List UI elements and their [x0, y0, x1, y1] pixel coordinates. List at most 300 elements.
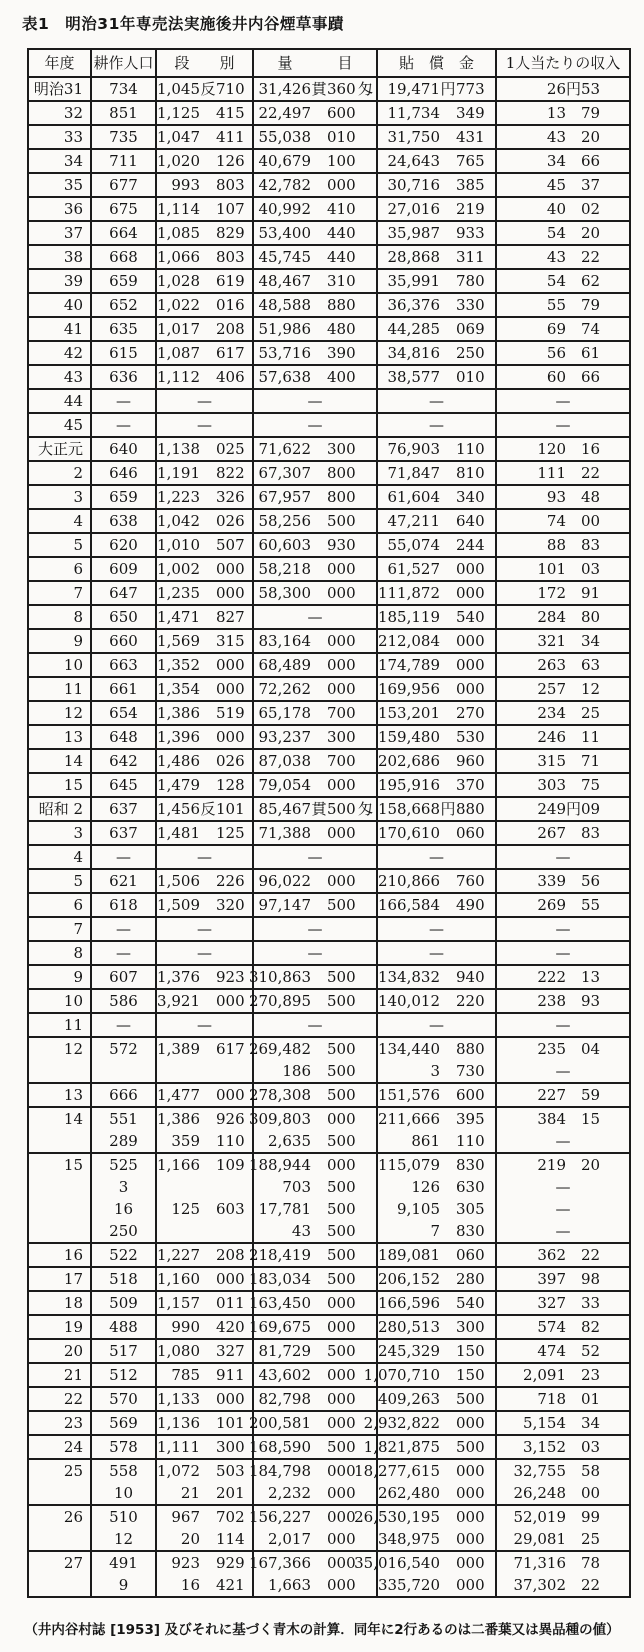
area-cell: 1,191 822	[155, 462, 252, 484]
table-row	[29, 1152, 629, 1242]
table-row	[29, 1458, 629, 1504]
pop-cell: —	[90, 846, 155, 868]
pop-cell: 677	[90, 174, 155, 196]
compensation-cell: 38,577 010	[376, 366, 495, 388]
table-row	[29, 1242, 629, 1266]
pop-cell: 637	[90, 798, 155, 820]
compensation-cell: 280,513 300	[376, 1316, 495, 1338]
quantity-cell: —	[252, 606, 376, 628]
table-row	[29, 1362, 629, 1386]
pop-cell: —	[90, 414, 155, 436]
year-cell: 3	[73, 824, 83, 842]
compensation-cell: 210,866 760	[376, 870, 495, 892]
pop-cell: 488	[90, 1316, 155, 1338]
quantity-cell: 167,366 000 1,663 000	[252, 1552, 376, 1596]
area-cell: 1,133 000	[155, 1388, 252, 1410]
table-row	[29, 244, 629, 268]
table-row	[29, 1082, 629, 1106]
table-row	[29, 1036, 629, 1082]
quantity-cell: 58,218 000	[252, 558, 376, 580]
quantity-cell: 163,450 000	[252, 1292, 376, 1314]
year-cell: 43	[63, 368, 83, 386]
income-cell: 111 22	[495, 462, 629, 484]
pop-cell: —	[90, 1014, 155, 1036]
income-cell: 234 25	[495, 702, 629, 724]
quantity-cell: 184,798 000 2,232 000	[252, 1460, 376, 1504]
compensation-cell: 159,480 530	[376, 726, 495, 748]
year-cell: 42	[63, 344, 83, 362]
table-row	[29, 436, 629, 460]
quantity-cell: 58,256 500	[252, 510, 376, 532]
table-row	[29, 652, 629, 676]
pop-cell: 646	[90, 462, 155, 484]
year-cell: 44	[63, 392, 83, 410]
quantity-cell: 48,588 880	[252, 294, 376, 316]
income-cell: —	[495, 414, 629, 436]
year-cell: 4	[73, 512, 83, 530]
income-cell: 227 59	[495, 1084, 629, 1106]
table-row	[29, 460, 629, 484]
pop-cell: 586	[90, 990, 155, 1012]
compensation-cell: 35,016,540 000 335,720 000	[376, 1552, 495, 1596]
table-row	[29, 700, 629, 724]
table-row	[29, 796, 629, 820]
compensation-cell: 174,789 000	[376, 654, 495, 676]
income-cell: 339 56	[495, 870, 629, 892]
quantity-cell: 51,986 480	[252, 318, 376, 340]
compensation-cell: 30,716 385	[376, 174, 495, 196]
compensation-cell: 245,329 150	[376, 1340, 495, 1362]
year-cell: 34	[63, 152, 83, 170]
table-row	[29, 148, 629, 172]
year-cell: 6	[73, 560, 83, 578]
pop-cell: 609	[90, 558, 155, 580]
year-cell: 11	[63, 680, 83, 698]
quantity-cell: 310,863 500	[252, 966, 376, 988]
compensation-cell: 31,750 431	[376, 126, 495, 148]
pop-cell: 735	[90, 126, 155, 148]
pop-cell: 645	[90, 774, 155, 796]
quantity-cell: 40,992 410	[252, 198, 376, 220]
quantity-cell: 53,716 390	[252, 342, 376, 364]
year-cell: 明治31	[33, 80, 83, 98]
area-cell: 1,352 000	[155, 654, 252, 676]
area-cell: 1,506 226	[155, 870, 252, 892]
compensation-cell: 140,012 220	[376, 990, 495, 1012]
column-header: 1人当たりの収入	[495, 50, 629, 76]
compensation-cell: —	[376, 942, 495, 964]
income-cell: 474 52	[495, 1340, 629, 1362]
year-cell: 33	[63, 128, 83, 146]
income-cell: 43 20	[495, 126, 629, 148]
area-cell: 1,087 617	[155, 342, 252, 364]
year-cell: 11	[63, 1016, 83, 1034]
quantity-cell: 42,782 000	[252, 174, 376, 196]
year-cell: 24	[63, 1438, 83, 1456]
area-cell: 1,166 109 125 603	[155, 1154, 252, 1242]
area-cell: —	[155, 390, 252, 412]
area-cell: 990 420	[155, 1316, 252, 1338]
pop-cell: 517	[90, 1340, 155, 1362]
pop-cell: 666	[90, 1084, 155, 1106]
income-cell: 172 91	[495, 582, 629, 604]
year-cell: 7	[73, 920, 83, 938]
column-header: 量 目	[252, 50, 376, 76]
area-cell: 1,138 025	[155, 438, 252, 460]
income-cell: 574 82	[495, 1316, 629, 1338]
table-row	[29, 292, 629, 316]
income-cell: 327 33	[495, 1292, 629, 1314]
area-cell: 1,486 026	[155, 750, 252, 772]
year-cell: 14	[63, 752, 83, 770]
quantity-cell: 218,419 500	[252, 1244, 376, 1266]
income-cell: 397 98	[495, 1268, 629, 1290]
year-cell: 37	[63, 224, 83, 242]
income-cell: 56 61	[495, 342, 629, 364]
pop-cell: 642	[90, 750, 155, 772]
area-cell: 1,386 926 359 110	[155, 1108, 252, 1152]
table-row	[29, 268, 629, 292]
area-cell: 1,456 反 101	[155, 798, 252, 820]
pop-cell: 621	[90, 870, 155, 892]
area-cell: 1,022 016	[155, 294, 252, 316]
year-cell: 39	[63, 272, 83, 290]
pop-cell: 660	[90, 630, 155, 652]
source-note: （井内谷村誌 [1953] 及びそれに基づく青木の計算．同年に2行あるのは二番葉又は異品種の値）	[24, 1622, 620, 1638]
compensation-cell: 24,643 765	[376, 150, 495, 172]
income-cell: —	[495, 942, 629, 964]
pop-cell: 638	[90, 510, 155, 532]
quantity-cell: 169,675 000	[252, 1316, 376, 1338]
income-cell: 222 13	[495, 966, 629, 988]
area-cell: 1,111 300	[155, 1436, 252, 1458]
quantity-cell: 31,426 貫 360 匁	[252, 78, 376, 100]
pop-cell: 675	[90, 198, 155, 220]
area-cell: 1,471 827	[155, 606, 252, 628]
pop-cell: 663	[90, 654, 155, 676]
income-cell: 60 66	[495, 366, 629, 388]
year-cell: 13	[63, 728, 83, 746]
year-cell: 8	[73, 608, 83, 626]
income-cell: 362 22	[495, 1244, 629, 1266]
quantity-cell: —	[252, 414, 376, 436]
year-cell: 26	[63, 1508, 83, 1526]
income-cell: 52,019 99 29,081 25	[495, 1506, 629, 1550]
compensation-cell: 47,211 640	[376, 510, 495, 532]
income-cell: —	[495, 390, 629, 412]
pop-cell: 640	[90, 438, 155, 460]
quantity-cell: 58,300 000	[252, 582, 376, 604]
year-cell: 4	[73, 848, 83, 866]
income-cell: 219 20 — — —	[495, 1154, 629, 1242]
area-cell: 967 702 20 114	[155, 1506, 252, 1550]
compensation-cell: 76,903 110	[376, 438, 495, 460]
compensation-cell: —	[376, 414, 495, 436]
quantity-cell: 278,308 500	[252, 1084, 376, 1106]
year-cell: 18	[63, 1294, 83, 1312]
area-cell: 1,509 320	[155, 894, 252, 916]
table-row	[29, 868, 629, 892]
pop-cell: 509	[90, 1292, 155, 1314]
area-cell: 1,477 000	[155, 1084, 252, 1106]
quantity-cell: 79,054 000	[252, 774, 376, 796]
compensation-cell: 185,119 540	[376, 606, 495, 628]
pop-cell: 851	[90, 102, 155, 124]
area-cell: 1,042 026	[155, 510, 252, 532]
quantity-cell: —	[252, 942, 376, 964]
area-cell: —	[155, 1014, 252, 1036]
area-cell: 1,569 315	[155, 630, 252, 652]
quantity-cell: 67,957 800	[252, 486, 376, 508]
income-cell: 88 83	[495, 534, 629, 556]
compensation-cell: 11,734 349	[376, 102, 495, 124]
pop-cell: 664	[90, 222, 155, 244]
quantity-cell: 71,388 000	[252, 822, 376, 844]
year-cell: 10	[63, 992, 83, 1010]
income-cell: 120 16	[495, 438, 629, 460]
quantity-cell: 82,798 000	[252, 1388, 376, 1410]
quantity-cell: 270,895 500	[252, 990, 376, 1012]
header-row	[29, 50, 629, 76]
table-row	[29, 772, 629, 796]
table-row	[29, 532, 629, 556]
pop-cell: 636	[90, 366, 155, 388]
pop-cell: —	[90, 918, 155, 940]
table-row	[29, 1410, 629, 1434]
income-cell: 13 79	[495, 102, 629, 124]
pop-cell: 650	[90, 606, 155, 628]
compensation-cell: 36,376 330	[376, 294, 495, 316]
year-cell: 5	[73, 536, 83, 554]
income-cell: —	[495, 918, 629, 940]
income-cell: 718 01	[495, 1388, 629, 1410]
table-row	[29, 316, 629, 340]
table-row	[29, 76, 629, 100]
compensation-cell: 166,596 540	[376, 1292, 495, 1314]
quantity-cell: 188,944 000 703 500 17,781 500 43 500	[252, 1154, 376, 1242]
area-cell: 1,002 000	[155, 558, 252, 580]
income-cell: 5,154 34	[495, 1412, 629, 1434]
quantity-cell: 71,622 300	[252, 438, 376, 460]
table-row	[29, 844, 629, 868]
compensation-cell: 212,084 000	[376, 630, 495, 652]
table-row	[29, 940, 629, 964]
pop-cell: 659	[90, 270, 155, 292]
compensation-cell: 409,263 500	[376, 1388, 495, 1410]
area-cell: —	[155, 942, 252, 964]
quantity-cell: 67,307 800	[252, 462, 376, 484]
year-cell: 35	[63, 176, 83, 194]
quantity-cell: 48,467 310	[252, 270, 376, 292]
pop-cell: 659	[90, 486, 155, 508]
compensation-cell: 1,070,710 150	[376, 1364, 495, 1386]
area-cell: —	[155, 414, 252, 436]
area-cell: 1,028 619	[155, 270, 252, 292]
compensation-cell: 206,152 280	[376, 1268, 495, 1290]
income-cell: 45 37	[495, 174, 629, 196]
table-row	[29, 508, 629, 532]
income-cell: 267 83	[495, 822, 629, 844]
income-cell: 384 15 —	[495, 1108, 629, 1152]
pop-cell: 648	[90, 726, 155, 748]
income-cell: 269 55	[495, 894, 629, 916]
pop-cell: 570	[90, 1388, 155, 1410]
area-cell: 923 929 16 421	[155, 1552, 252, 1596]
quantity-cell: 156,227 000 2,017 000	[252, 1506, 376, 1550]
area-cell: 1,017 208	[155, 318, 252, 340]
compensation-cell: 35,987 933	[376, 222, 495, 244]
income-cell: 2,091 23	[495, 1364, 629, 1386]
compensation-cell: 158,668 円 880	[376, 798, 495, 820]
year-cell: 6	[73, 896, 83, 914]
income-cell: 43 22	[495, 246, 629, 268]
table-row	[29, 412, 629, 436]
column-header: 年度	[44, 54, 75, 72]
area-cell: 1,066 803	[155, 246, 252, 268]
quantity-cell: 22,497 600	[252, 102, 376, 124]
compensation-cell: 18,277,615 000 262,480 000	[376, 1460, 495, 1504]
income-cell: 235 04 —	[495, 1038, 629, 1082]
pop-cell: 661	[90, 678, 155, 700]
year-cell: 2	[73, 464, 83, 482]
table-row	[29, 892, 629, 916]
area-cell: 993 803	[155, 174, 252, 196]
year-cell: 9	[73, 632, 83, 650]
quantity-cell: —	[252, 1014, 376, 1036]
year-cell: 41	[63, 320, 83, 338]
area-cell: 1,114 107	[155, 198, 252, 220]
quantity-cell: 200,581 000	[252, 1412, 376, 1434]
pop-cell: 518	[90, 1268, 155, 1290]
compensation-cell: 26,530,195 000 348,975 000	[376, 1506, 495, 1550]
compensation-cell: 170,610 060	[376, 822, 495, 844]
year-cell: 38	[63, 248, 83, 266]
year-cell: 16	[63, 1246, 83, 1264]
compensation-cell: 71,847 810	[376, 462, 495, 484]
quantity-cell: 60,603 930	[252, 534, 376, 556]
income-cell: 263 63	[495, 654, 629, 676]
quantity-cell: 72,262 000	[252, 678, 376, 700]
area-cell: 1,010 507	[155, 534, 252, 556]
table-row	[29, 628, 629, 652]
compensation-cell: 2,932,822 000	[376, 1412, 495, 1434]
pop-cell: 615	[90, 342, 155, 364]
quantity-cell: 55,038 010	[252, 126, 376, 148]
pop-cell: 654	[90, 702, 155, 724]
table-row	[29, 1314, 629, 1338]
compensation-cell: 111,872 000	[376, 582, 495, 604]
income-cell: —	[495, 846, 629, 868]
quantity-cell: 68,489 000	[252, 654, 376, 676]
area-cell: 1,045 反 710	[155, 78, 252, 100]
income-cell: —	[495, 1014, 629, 1036]
quantity-cell: —	[252, 918, 376, 940]
year-cell: 15	[63, 1156, 83, 1174]
quantity-cell: —	[252, 846, 376, 868]
year-cell: 17	[63, 1270, 83, 1288]
area-cell: 1,479 128	[155, 774, 252, 796]
income-cell: 93 48	[495, 486, 629, 508]
data-table	[27, 48, 631, 1598]
table-row	[29, 1012, 629, 1036]
column-header: 段 別	[155, 50, 252, 76]
income-cell: 249 円 09	[495, 798, 629, 820]
quantity-cell: 93,237 300	[252, 726, 376, 748]
area-cell: 1,157 011	[155, 1292, 252, 1314]
compensation-cell: 61,604 340	[376, 486, 495, 508]
table-row	[29, 124, 629, 148]
table-row	[29, 1290, 629, 1314]
compensation-cell: 134,832 940	[376, 966, 495, 988]
compensation-cell: 202,686 960	[376, 750, 495, 772]
income-cell: 238 93	[495, 990, 629, 1012]
pop-cell: —	[90, 942, 155, 964]
pop-cell: 607	[90, 966, 155, 988]
compensation-cell: —	[376, 918, 495, 940]
pop-cell: 558 10	[90, 1460, 155, 1504]
year-cell: 22	[63, 1390, 83, 1408]
pop-cell: 618	[90, 894, 155, 916]
table-row	[29, 580, 629, 604]
income-cell: 315 71	[495, 750, 629, 772]
year-cell: 21	[63, 1366, 83, 1384]
income-cell: 74 00	[495, 510, 629, 532]
page-title: 表1 明治31年専売法実施後井内谷煙草事蹟	[22, 15, 344, 33]
year-cell: 大正元	[37, 440, 83, 458]
pop-cell: 522	[90, 1244, 155, 1266]
table-row	[29, 604, 629, 628]
compensation-cell: 211,666 395 861 110	[376, 1108, 495, 1152]
pop-cell: 551 289	[90, 1108, 155, 1152]
table-row	[29, 484, 629, 508]
area-cell: 1,125 415	[155, 102, 252, 124]
income-cell: 54 62	[495, 270, 629, 292]
table-row	[29, 196, 629, 220]
table-row	[29, 748, 629, 772]
income-cell: 40 02	[495, 198, 629, 220]
income-cell: 303 75	[495, 774, 629, 796]
income-cell: 55 79	[495, 294, 629, 316]
quantity-cell: 309,803 000 2,635 500	[252, 1108, 376, 1152]
compensation-cell: —	[376, 1014, 495, 1036]
compensation-cell: 28,868 311	[376, 246, 495, 268]
year-cell: 14	[63, 1110, 83, 1128]
table-row	[29, 100, 629, 124]
year-cell: 13	[63, 1086, 83, 1104]
year-cell: 25	[63, 1462, 83, 1480]
income-cell: 54 20	[495, 222, 629, 244]
quantity-cell: 53,400 440	[252, 222, 376, 244]
year-cell: 12	[63, 704, 83, 722]
table-row	[29, 1434, 629, 1458]
area-cell: 1,386 519	[155, 702, 252, 724]
quantity-cell: 96,022 000	[252, 870, 376, 892]
area-cell: 785 911	[155, 1364, 252, 1386]
area-cell: 1,047 411	[155, 126, 252, 148]
table-row	[29, 556, 629, 580]
quantity-cell: 43,602 000	[252, 1364, 376, 1386]
table-row	[29, 988, 629, 1012]
pop-cell: 572	[90, 1038, 155, 1082]
quantity-cell: 87,038 700	[252, 750, 376, 772]
year-cell: 36	[63, 200, 83, 218]
year-cell: 8	[73, 944, 83, 962]
year-cell: 32	[63, 104, 83, 122]
compensation-cell: 61,527 000	[376, 558, 495, 580]
area-cell: 1,072 503 21 201	[155, 1460, 252, 1504]
quantity-cell: 168,590 500	[252, 1436, 376, 1458]
quantity-cell: 97,147 500	[252, 894, 376, 916]
